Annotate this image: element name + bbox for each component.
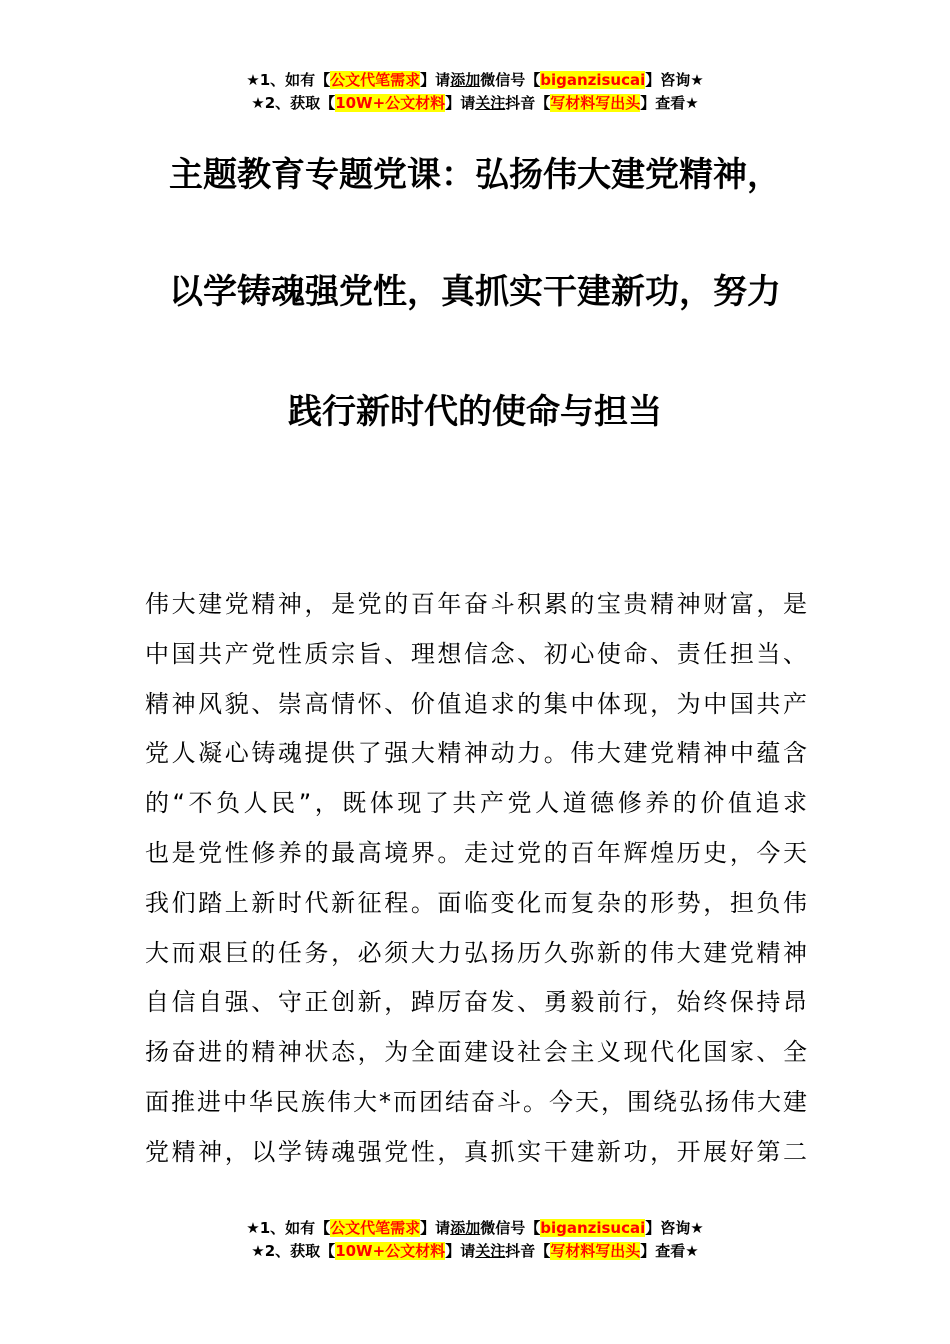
body-line: 大而艰巨的任务，必须大力弘扬历久弥新的伟大建党精神 [145, 938, 807, 967]
banner-text: 抖音【 [505, 1242, 551, 1260]
banner-underline: 添加 [450, 71, 481, 89]
banner-text: 】请 [420, 71, 451, 89]
banner-underline: 关注 [475, 94, 506, 112]
banner-line-1 [0, 69, 950, 92]
body-line: 的“不负人民”，既体现了共产党人道德修养的价值追求 [145, 789, 807, 818]
footer-banner [0, 1217, 950, 1263]
banner-line-2 [0, 92, 950, 115]
banner-line-2 [0, 1240, 950, 1263]
banner-highlight: 写材料写出头 [550, 1242, 641, 1260]
banner-text: 】查看★ [640, 1242, 699, 1260]
banner-highlight: biganzisucai [540, 71, 646, 89]
banner-text: 】请 [445, 1242, 476, 1260]
body-line: 也是党性修养的最高境界。走过党的百年辉煌历史，今天 [145, 838, 807, 867]
document-title-line-3: 践行新时代的使命与担当 [288, 392, 662, 432]
banner-line-1 [0, 1217, 950, 1240]
banner-underline: 添加 [450, 1219, 481, 1237]
body-line: 扬奋进的精神状态，为全面建设社会主义现代化国家、全 [145, 1038, 807, 1067]
banner-highlight: 写材料写出头 [550, 94, 641, 112]
body-line: 党人凝心铸魂提供了强大精神动力。伟大建党精神中蕴含 [145, 739, 807, 768]
banner-text: ★1、如有【 [246, 1219, 331, 1237]
banner-text: 】查看★ [640, 94, 699, 112]
banner-text: 微信号【 [480, 71, 541, 89]
banner-highlight: 10W+公文材料 [335, 1242, 446, 1260]
banner-text: ★1、如有【 [246, 71, 331, 89]
body-line: 自信自强、守正创新，踔厉奋发、勇毅前行，始终保持昂 [145, 988, 807, 1017]
banner-text: 微信号【 [480, 1219, 541, 1237]
body-line: 伟大建党精神，是党的百年奋斗积累的宝贵精神财富，是 [145, 590, 807, 618]
banner-highlight: biganzisucai [540, 1219, 646, 1237]
banner-text: ★2、获取【 [251, 94, 336, 112]
body-line: 我们踏上新时代新征程。面临变化而复杂的形势，担负伟 [145, 888, 807, 917]
banner-text: 】请 [420, 1219, 451, 1237]
banner-text: 】咨询★ [645, 1219, 704, 1237]
banner-highlight: 公文代笔需求 [330, 1219, 421, 1237]
body-line: 精神风貌、崇高情怀、价值追求的集中体现，为中国共产 [145, 689, 807, 718]
body-paragraph [145, 580, 807, 1178]
banner-highlight: 10W+公文材料 [335, 94, 446, 112]
document-title-line-1: 主题教育专题党课：弘扬伟大建党精神， [169, 155, 781, 195]
header-banner [0, 69, 950, 115]
body-line: 面推进中华民族伟大*而团结奋斗。今天，围绕弘扬伟大建 [145, 1087, 807, 1116]
banner-highlight: 公文代笔需求 [330, 71, 421, 89]
banner-text: ★2、获取【 [251, 1242, 336, 1260]
banner-text: 抖音【 [505, 94, 551, 112]
body-line: 中国共产党性质宗旨、理想信念、初心使命、责任担当、 [145, 639, 807, 668]
banner-text: 】咨询★ [645, 71, 704, 89]
banner-text: 】请 [445, 94, 476, 112]
banner-underline: 关注 [475, 1242, 506, 1260]
body-line: 党精神，以学铸魂强党性，真抓实干建新功，开展好第二 [145, 1137, 807, 1166]
document-title-line-2: 以学铸魂强党性，真抓实干建新功，努力 [169, 272, 781, 312]
